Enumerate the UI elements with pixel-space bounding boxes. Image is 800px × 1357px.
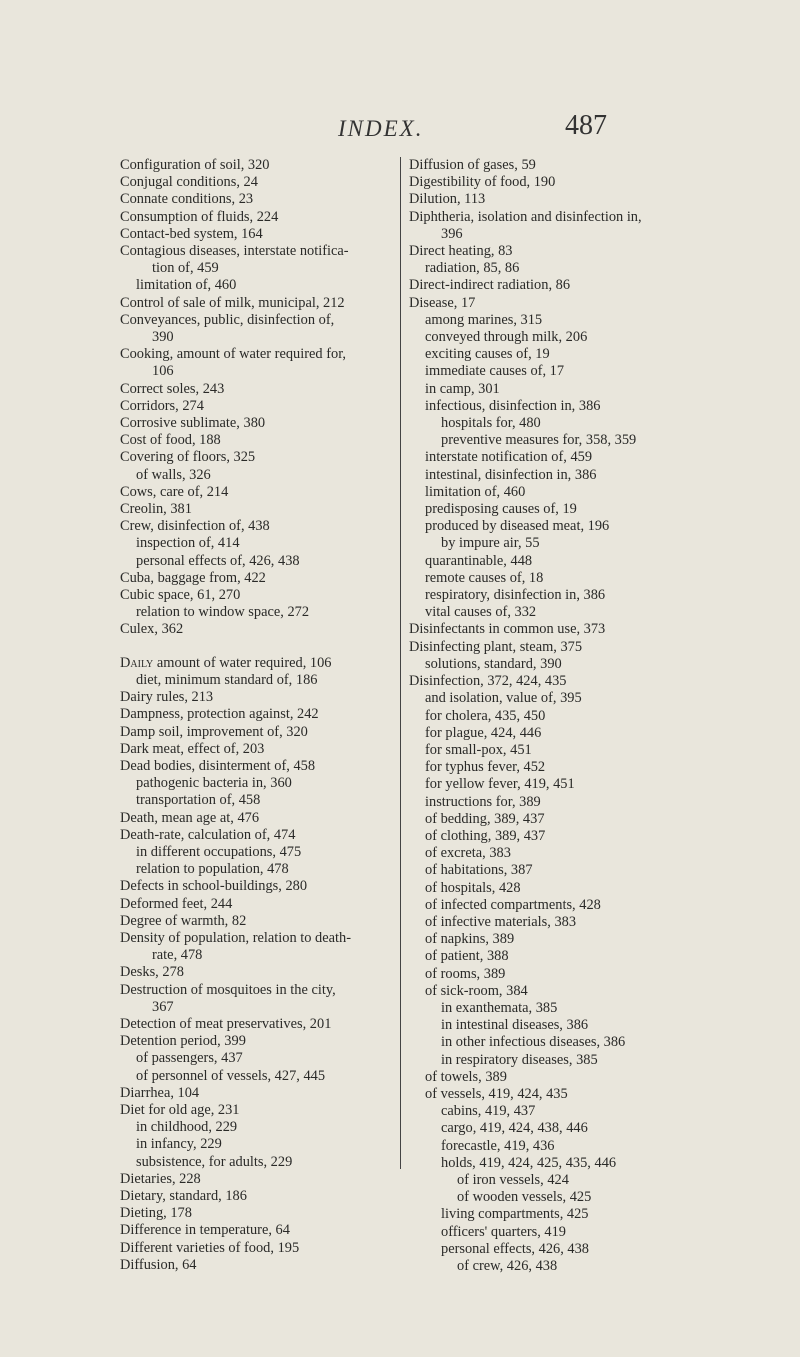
index-entry: Conjugal conditions, 24 bbox=[120, 174, 258, 191]
index-entry: in childhood, 229 bbox=[136, 1119, 238, 1136]
index-entry: in exanthemata, 385 bbox=[441, 999, 558, 1016]
index-entry: Dead bodies, disinterment of, 458 bbox=[120, 757, 316, 774]
index-entry: living compartments, 425 bbox=[441, 1206, 589, 1223]
index-entry: Control of sale of milk, municipal, 212 bbox=[120, 294, 345, 311]
index-entry: 106 bbox=[152, 363, 174, 380]
index-entry: quarantinable, 448 bbox=[425, 552, 533, 569]
index-entry: Digestibility of food, 190 bbox=[409, 174, 556, 191]
index-entry: of rooms, 389 bbox=[425, 965, 506, 982]
index-entry: of towels, 389 bbox=[425, 1068, 507, 1085]
index-entry: intestinal, disinfection in, 386 bbox=[425, 466, 597, 483]
index-entry: Dieting, 178 bbox=[120, 1205, 192, 1222]
index-entry: forecastle, 419, 436 bbox=[441, 1137, 555, 1154]
index-entry: Cubic space, 61, 270 bbox=[120, 587, 241, 604]
index-entry: of wooden vessels, 425 bbox=[457, 1189, 592, 1206]
index-entry: produced by diseased meat, 196 bbox=[425, 518, 610, 535]
index-entry: of sick-room, 384 bbox=[425, 982, 528, 999]
index-entry: Daily amount of water required, 106 bbox=[120, 654, 332, 671]
index-entry: immediate causes of, 17 bbox=[425, 363, 565, 380]
index-entry: personal effects, 426, 438 bbox=[441, 1240, 589, 1257]
index-entry: of infected compartments, 428 bbox=[425, 896, 601, 913]
index-entry: Dampness, protection against, 242 bbox=[120, 706, 319, 723]
page-number: 487 bbox=[565, 110, 607, 141]
index-entry: respiratory, disinfection in, 386 bbox=[425, 587, 606, 604]
index-entry: Crew, disinfection of, 438 bbox=[120, 518, 270, 535]
index-entry: 367 bbox=[152, 998, 174, 1015]
index-entry: for small-pox, 451 bbox=[425, 741, 532, 758]
index-entry: Configuration of soil, 320 bbox=[120, 157, 270, 173]
index-entry: Death, mean age at, 476 bbox=[120, 809, 260, 826]
index-entry: infectious, disinfection in, 386 bbox=[425, 397, 601, 414]
index-entry: Different varieties of food, 195 bbox=[120, 1239, 300, 1256]
index-entry: Direct-indirect radiation, 86 bbox=[409, 277, 571, 294]
index-entry: Cooking, amount of water required for, bbox=[120, 346, 347, 363]
index-entry: 390 bbox=[152, 329, 174, 346]
index-entry: Disinfection, 372, 424, 435 bbox=[409, 673, 567, 690]
index-entry: 396 bbox=[441, 225, 463, 242]
index-entry: in camp, 301 bbox=[425, 380, 500, 397]
index-entry: Detention period, 399 bbox=[120, 1033, 246, 1050]
index-entry: Connate conditions, 23 bbox=[120, 191, 254, 208]
index-entry: subsistence, for adults, 229 bbox=[136, 1153, 293, 1170]
index-entry: limitation of, 460 bbox=[425, 483, 526, 500]
index-entry: Disease, 17 bbox=[409, 294, 476, 311]
index-entry: Dietaries, 228 bbox=[120, 1170, 201, 1187]
index-entry: of patient, 388 bbox=[425, 948, 509, 965]
index-entry: Degree of warmth, 82 bbox=[120, 912, 247, 929]
index-entry: Corridors, 274 bbox=[120, 397, 204, 414]
index-entry: personal effects of, 426, 438 bbox=[136, 552, 300, 569]
index-entry: Culex, 362 bbox=[120, 621, 184, 638]
index-entry: of hospitals, 428 bbox=[425, 879, 521, 896]
index-entry: Correct soles, 243 bbox=[120, 380, 225, 397]
section-spacer bbox=[120, 639, 392, 655]
index-entry: Diffusion, 64 bbox=[120, 1256, 197, 1273]
index-entry: Death-rate, calculation of, 474 bbox=[120, 826, 296, 843]
index-entry: interstate notification of, 459 bbox=[425, 449, 593, 466]
index-entry: Disinfecting plant, steam, 375 bbox=[409, 638, 583, 655]
index-entry: vital causes of, 332 bbox=[425, 604, 537, 621]
index-entry: transportation of, 458 bbox=[136, 792, 261, 809]
index-entry: Density of population, relation to death- bbox=[120, 929, 351, 946]
index-entry: of infective materials, 383 bbox=[425, 913, 577, 930]
index-entry: radiation, 85, 86 bbox=[425, 260, 520, 277]
index-entry: pathogenic bacteria in, 360 bbox=[136, 775, 292, 792]
index-entry: Diarrhea, 104 bbox=[120, 1084, 200, 1101]
index-entry: in intestinal diseases, 386 bbox=[441, 1017, 589, 1034]
index-entry: predisposing causes of, 19 bbox=[425, 501, 577, 518]
index-entry: Diphtheria, isolation and disinfection in, bbox=[409, 208, 642, 225]
index-entry: holds, 419, 424, 425, 435, 446 bbox=[441, 1154, 617, 1171]
index-entry: and isolation, value of, 395 bbox=[425, 690, 582, 707]
index-entry: Direct heating, 83 bbox=[409, 243, 513, 260]
index-entry: of passengers, 437 bbox=[136, 1050, 243, 1067]
index-entry: of excreta, 383 bbox=[425, 845, 511, 862]
page-header bbox=[0, 104, 800, 144]
index-entry: Contagious diseases, interstate notifica- bbox=[120, 243, 349, 260]
index-entry: cargo, 419, 424, 438, 446 bbox=[441, 1120, 588, 1137]
index-entry: Consumption of fluids, 224 bbox=[120, 208, 279, 225]
index-entry: hospitals for, 480 bbox=[441, 415, 541, 432]
index-entry: tion of, 459 bbox=[152, 260, 219, 277]
index-entry: Difference in temperature, 64 bbox=[120, 1222, 290, 1239]
index-entry: in infancy, 229 bbox=[136, 1136, 222, 1153]
index-entry: remote causes of, 18 bbox=[425, 569, 544, 586]
index-entry: Dilution, 113 bbox=[409, 191, 486, 208]
index-entry: of personnel of vessels, 427, 445 bbox=[136, 1067, 326, 1084]
index-column-left bbox=[120, 157, 392, 1274]
index-entry: Dark meat, effect of, 203 bbox=[120, 740, 265, 757]
index-entry: rate, 478 bbox=[152, 947, 203, 964]
index-entry: Covering of floors, 325 bbox=[120, 449, 256, 466]
index-entry: Disinfectants in common use, 373 bbox=[409, 621, 606, 638]
index-entry: relation to population, 478 bbox=[136, 861, 289, 878]
index-entry: Deformed feet, 244 bbox=[120, 895, 233, 912]
index-entry: Detection of meat preservatives, 201 bbox=[120, 1015, 332, 1032]
index-entry: of napkins, 389 bbox=[425, 931, 515, 948]
index-entry: of vessels, 419, 424, 435 bbox=[425, 1085, 568, 1102]
index-entry: conveyed through milk, 206 bbox=[425, 329, 588, 346]
index-entry: Dietary, standard, 186 bbox=[120, 1187, 247, 1204]
index-entry: Defects in school-buildings, 280 bbox=[120, 878, 308, 895]
index-entry: Cuba, baggage from, 422 bbox=[120, 569, 266, 586]
index-entry: Dairy rules, 213 bbox=[120, 689, 214, 706]
index-entry: Conveyances, public, disinfection of, bbox=[120, 311, 335, 328]
index-entry: inspection of, 414 bbox=[136, 535, 240, 552]
index-entry: for typhus fever, 452 bbox=[425, 759, 546, 776]
index-entry: Creolin, 381 bbox=[120, 501, 192, 518]
index-entry: Destruction of mosquitoes in the city, bbox=[120, 981, 336, 998]
index-entry: relation to window space, 272 bbox=[136, 604, 310, 621]
index-entry: for yellow fever, 419, 451 bbox=[425, 776, 575, 793]
index-entry: preventive measures for, 358, 359 bbox=[441, 432, 637, 449]
index-entry: among marines, 315 bbox=[425, 311, 543, 328]
index-entry: Damp soil, improvement of, 320 bbox=[120, 723, 308, 740]
index-entry: for cholera, 435, 450 bbox=[425, 707, 546, 724]
index-entry: diet, minimum standard of, 186 bbox=[136, 671, 318, 688]
index-entry: for plague, 424, 446 bbox=[425, 724, 542, 741]
index-entry: of crew, 426, 438 bbox=[457, 1258, 558, 1274]
index-entry: cabins, 419, 437 bbox=[441, 1103, 536, 1120]
index-entry: of walls, 326 bbox=[136, 466, 211, 483]
index-entry: Cost of food, 188 bbox=[120, 432, 221, 449]
index-entry: of bedding, 389, 437 bbox=[425, 810, 545, 827]
index-entry: limitation of, 460 bbox=[136, 277, 237, 294]
index-entry: in different occupations, 475 bbox=[136, 843, 302, 860]
index-entry: Desks, 278 bbox=[120, 964, 184, 981]
index-entry: solutions, standard, 390 bbox=[425, 655, 562, 672]
running-head-title: INDEX. bbox=[338, 116, 424, 141]
index-entry: instructions for, 389 bbox=[425, 793, 541, 810]
index-entry: Diffusion of gases, 59 bbox=[409, 157, 536, 173]
index-entry: of clothing, 389, 437 bbox=[425, 827, 546, 844]
index-entry: Contact-bed system, 164 bbox=[120, 225, 263, 242]
index-entry: Diet for old age, 231 bbox=[120, 1101, 240, 1118]
index-entry: in respiratory diseases, 385 bbox=[441, 1051, 598, 1068]
index-entry: Corrosive sublimate, 380 bbox=[120, 415, 266, 432]
index-column-right bbox=[400, 157, 693, 1274]
index-entry: exciting causes of, 19 bbox=[425, 346, 550, 363]
index-entry: by impure air, 55 bbox=[441, 535, 540, 552]
index-entry: officers' quarters, 419 bbox=[441, 1223, 567, 1240]
index-entry: of iron vessels, 424 bbox=[457, 1171, 569, 1188]
index-entry: in other infectious diseases, 386 bbox=[441, 1034, 626, 1051]
index-entry: Cows, care of, 214 bbox=[120, 483, 229, 500]
index-entry: of habitations, 387 bbox=[425, 862, 533, 879]
small-caps-word: Daily bbox=[120, 654, 154, 671]
